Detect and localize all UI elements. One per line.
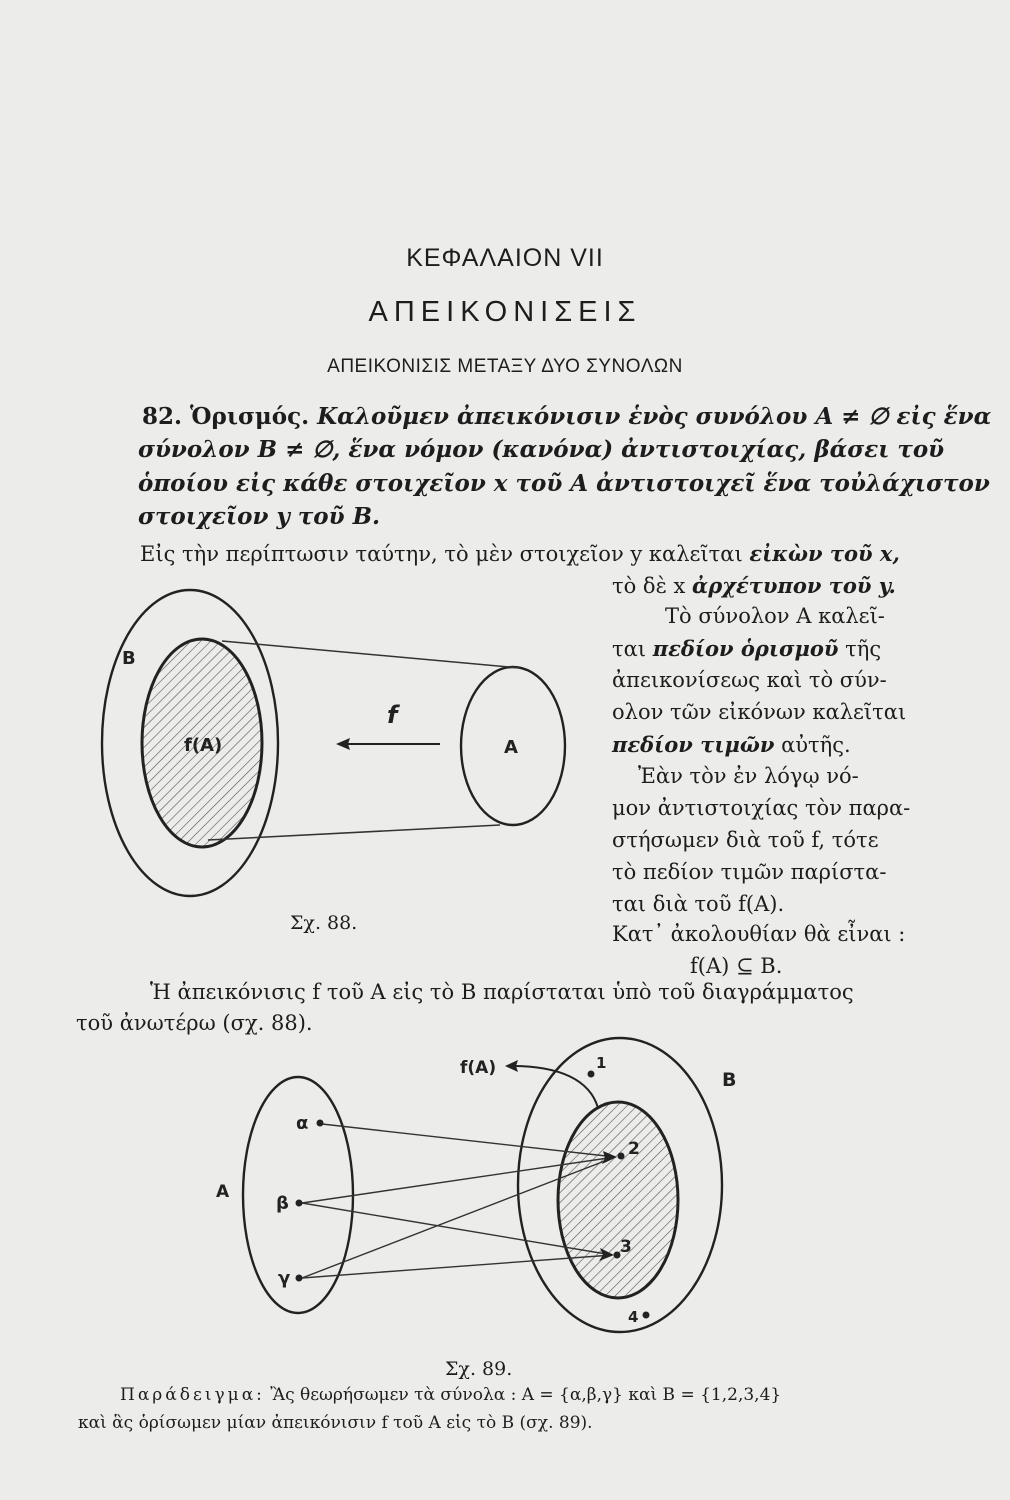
right-col-line-3: ἀπεικονίσεως καὶ τὸ σύν-: [612, 668, 887, 692]
dot-beta: [296, 1200, 303, 1207]
fig89-beta: β: [276, 1193, 289, 1214]
dot-4: [643, 1312, 650, 1319]
right-col-line-10: ται διὰ τοῦ f(A).: [612, 892, 785, 916]
right-col-tail-2: τῆς: [838, 637, 882, 661]
fig89-gamma: γ: [278, 1268, 291, 1289]
fig89-label-A: A: [216, 1182, 230, 1202]
fig88-label-fA: f(A): [184, 735, 223, 756]
dot-1: [588, 1071, 595, 1078]
fig88-caption: Σχ. 88.: [290, 912, 358, 934]
dot-2: [618, 1153, 625, 1160]
term-range: πεδίον τιμῶν: [612, 732, 775, 757]
fig89-label-fA: f(A): [460, 1058, 497, 1078]
example-text-1: Ἂς θεωρήσωμεν τὰ σύνολα : A = {α,β,γ} καὶ B = {1,2,3,4}: [264, 1385, 782, 1405]
example-label: Παράδειγμα:: [120, 1385, 265, 1405]
paragraph-1-text: Εἰς τὴν περίπτωσιν ταύτην, τὸ μὲν στοιχεῖον y καλεῖται: [140, 542, 750, 566]
right-col-line-8: στήσωμεν διὰ τοῦ f, τότε: [612, 828, 879, 852]
right-col-line-4: ολον τῶν εἰκόνων καλεῖται: [612, 700, 907, 724]
chapter-heading: ΚΕΦΑΛΑΙΟΝ VII: [406, 244, 604, 272]
fig89-n4: 4: [628, 1308, 639, 1326]
dot-gamma: [296, 1275, 303, 1282]
right-col-line-6: Ἐὰν τὸν ἐν λόγῳ νό-: [638, 764, 859, 788]
chapter-title: ΑΠΕΙΚΟΝΙΣΕΙΣ: [368, 296, 642, 328]
right-col-tail-5: αὐτῆς.: [774, 733, 851, 757]
term-preimage: ἀρχέτυπον τοῦ y.: [692, 573, 896, 598]
right-col-line-11: Κατ᾽ ἀκολουθίαν θὰ εἶναι :: [612, 922, 906, 946]
fig88-label-B: B: [122, 648, 136, 669]
right-col-line-1: Τὸ σύνολον A καλεῖ-: [665, 604, 885, 628]
definition-heading: Ὁρισμός.: [190, 403, 310, 430]
definition-text-1: Καλοῦμεν ἀπεικόνισιν ἑνὸς συνόλου A ≠ ∅ εἰς ἕνα: [317, 403, 992, 430]
fig89-n2: 2: [628, 1139, 640, 1159]
example-line-2: καὶ ἃς ὁρίσωμεν μίαν ἀπεικόνισιν f τοῦ A εἰς τὸ B (σχ. 89).: [78, 1413, 593, 1433]
section-subtitle: ΑΠΕΙΚΟΝΙΣΙΣ ΜΕΤΑΞΥ ΔΥΟ ΣΥΝΟΛΩΝ: [327, 356, 683, 377]
fig89-label-B: B: [722, 1069, 737, 1091]
fig89-caption: Σχ. 89.: [445, 1358, 513, 1380]
term-domain: πεδίον ὁρισμοῦ: [652, 636, 839, 661]
fig89-n3: 3: [620, 1237, 632, 1257]
definition-number: 82.: [142, 403, 183, 430]
right-col-line-9: τὸ πεδίον τιμῶν παρίστα-: [612, 860, 887, 884]
example-line-1: [120, 1385, 781, 1405]
fig88-label-A: A: [504, 737, 518, 758]
right-col-line-12: f(A) ⊆ B.: [690, 954, 783, 978]
dot-alpha: [317, 1120, 324, 1127]
right-col-line-7: μον ἀντιστοιχίας τὸν παρα-: [612, 796, 911, 820]
paragraph-1-text-2: τὸ δὲ x: [612, 574, 693, 598]
paragraph-2-line-2: τοῦ ἀνωτέρω (σχ. 88).: [76, 1011, 313, 1035]
definition-line-3: ὁποίου εἰς κάθε στοιχεῖον x τοῦ A ἀντιστοιχεῖ ἕνα τοὐλάχιστον: [138, 470, 990, 497]
definition-line-4: στοιχεῖον y τοῦ B.: [138, 503, 381, 530]
right-col-text-2: ται: [612, 637, 653, 661]
fig88-label-f: f: [387, 701, 398, 729]
definition-line-2: σύνολον B ≠ ∅, ἕνα νόμον (κανόνα) ἀντιστοιχίας, βάσει τοῦ: [138, 436, 945, 463]
map-gamma-3: [302, 1255, 612, 1278]
paragraph-2-line-1: Ἡ ἀπεικόνισις f τοῦ A εἰς τὸ B παρίσταται ὑπὸ τοῦ διαγράμματος: [150, 980, 854, 1004]
term-image: εἰκὼν τοῦ x,: [749, 541, 900, 566]
fig89-n1: 1: [596, 1054, 607, 1072]
fig89-alpha: α: [296, 1113, 309, 1134]
set-fA-oval: [558, 1102, 678, 1298]
